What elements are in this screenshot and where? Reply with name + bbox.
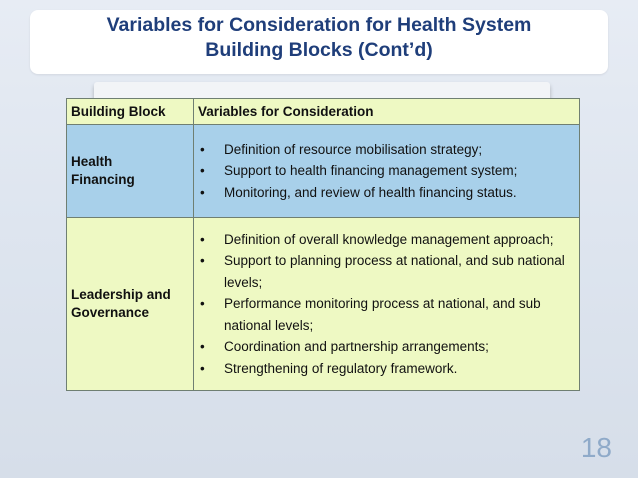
list-item [198,293,575,336]
variable-text: Coordination and partnership arrangements; [224,339,489,355]
variables-cell [194,125,580,218]
building-block-cell [67,218,194,391]
bullet-icon: • [200,141,205,157]
slide-title [30,13,608,63]
list-item [198,250,575,293]
list-item [198,139,575,161]
list-item [198,229,575,251]
bullet-icon: • [200,253,205,269]
column-header-variables: Variables for Consideration [194,99,580,125]
bullet-icon: • [200,231,205,247]
building-block-name-line: Governance [71,305,150,320]
page-number: 18 [580,432,612,463]
list-item [198,336,575,358]
building-block-name [71,286,189,322]
building-block-cell [67,125,194,218]
bullet-icon: • [200,163,205,179]
variables-cell [194,218,580,391]
variables-list [198,139,575,204]
list-item [198,182,575,204]
list-item [198,358,575,380]
table-row [67,125,580,218]
variable-text: Monitoring, and review of health financing status. [224,184,517,200]
variable-text: Strengthening of regulatory framework. [224,360,458,376]
variable-text: Support to health financing management system; [224,163,518,179]
column-header-building-block: Building Block [67,99,194,125]
list-item [198,160,575,182]
building-block-name-line: Financing [71,172,135,187]
building-block-name-line: Health [71,154,113,169]
table-header-row [67,99,580,125]
variable-text: Definition of resource mobilisation strategy; [224,141,483,157]
building-block-name-line: Leadership and [71,287,171,302]
slide-title-line-2: Building Blocks (Cont’d) [205,39,433,61]
variable-text: Definition of overall knowledge management approach; [224,231,554,247]
building-block-name [71,153,189,189]
variable-text: Support to planning process at national, and sub national levels; [224,253,565,290]
slide-title-line-1: Variables for Consideration for Health System [106,14,532,36]
bullet-icon: • [200,360,205,376]
bullet-icon: • [200,184,205,200]
bullet-icon: • [200,296,205,312]
building-blocks-table [66,98,580,391]
variables-list [198,229,575,380]
variable-text: Performance monitoring process at national, and sub national levels; [224,296,541,333]
bullet-icon: • [200,339,205,355]
table-row [67,218,580,391]
